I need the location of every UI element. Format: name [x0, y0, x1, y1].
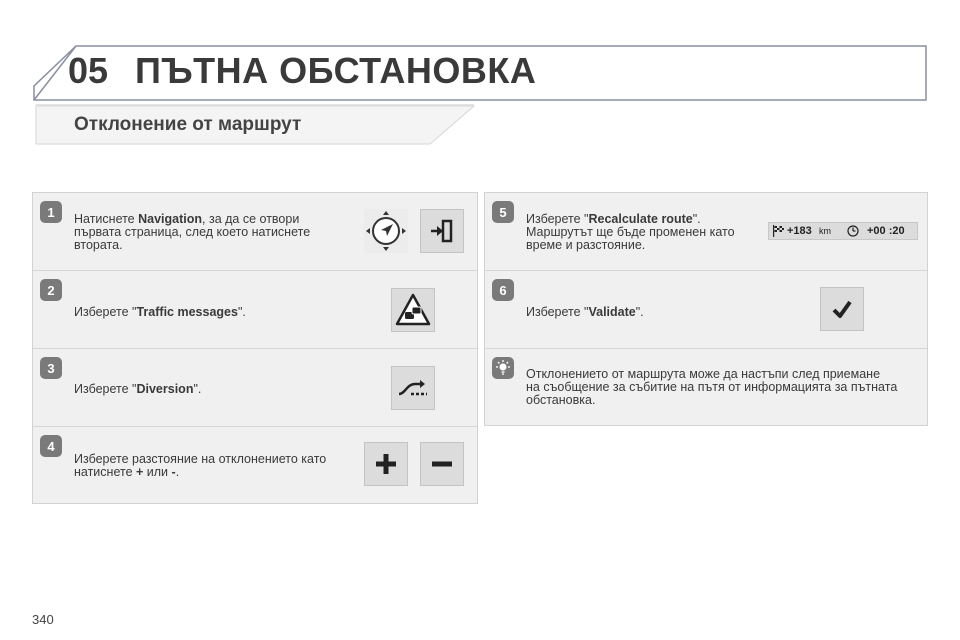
- diversion-route-icon: [395, 370, 431, 406]
- route-distance: +183: [787, 225, 812, 237]
- traffic-messages-button[interactable]: [391, 288, 435, 332]
- route-distance-unit: km: [819, 226, 831, 236]
- tip-row: [485, 348, 927, 427]
- route-time: +00 :20: [867, 225, 905, 237]
- navigation-compass-icon: [364, 209, 408, 253]
- step-2-row: [33, 270, 477, 348]
- step-6-row: [485, 270, 927, 348]
- validate-button[interactable]: [820, 287, 864, 331]
- plus-icon: [373, 451, 399, 477]
- chapter-number: 05: [68, 50, 109, 91]
- navigation-compass-button[interactable]: [364, 209, 408, 253]
- chapter-title: ПЪТНА ОБСТАНОВКА: [135, 50, 537, 91]
- finish-flag-icon: [773, 225, 784, 237]
- step-1-row: [33, 193, 477, 270]
- step-number-badge: 2: [40, 279, 62, 301]
- step-4-text: Изберете разстояние на отклонението като натиснете + или -.: [74, 452, 327, 479]
- lightbulb-tip-icon: [492, 357, 514, 379]
- step-5-text: Изберете "Recalculate route". Маршрутът ще бъде променен като време и разстояние.: [526, 212, 735, 252]
- clock-icon: [847, 225, 859, 237]
- traffic-warning-icon: [395, 292, 431, 328]
- step-6-text: Изберете "Validate".: [526, 305, 644, 319]
- route-info-bar: [768, 222, 918, 240]
- step-number-badge: 3: [40, 357, 62, 379]
- checkmark-icon: [830, 297, 854, 321]
- step-4-row: [33, 426, 477, 505]
- tip-text: Отклонението от маршрута може да настъпи след приемане на съобщение за събитие на пътя от информацията за пътната обстановка.: [526, 367, 898, 407]
- step-number-badge: 1: [40, 201, 62, 223]
- left-steps-panel: [32, 192, 478, 504]
- increase-distance-button[interactable]: [364, 442, 408, 486]
- step-number-badge: 4: [40, 435, 62, 457]
- diversion-button[interactable]: [391, 366, 435, 410]
- step-1-text: Натиснете Navigation, за да се отвори първата страница, след което натиснете втората.: [74, 212, 311, 252]
- route-exit-button[interactable]: [420, 209, 464, 253]
- section-title: Отклонение от маршрут: [74, 114, 302, 135]
- step-3-row: [33, 348, 477, 426]
- step-number-badge: 5: [492, 201, 514, 223]
- step-number-badge: 6: [492, 279, 514, 301]
- step-5-row: [485, 193, 927, 270]
- step-2-text: Изберете "Traffic messages".: [74, 305, 246, 319]
- minus-icon: [429, 451, 455, 477]
- step-3-text: Изберете "Diversion".: [74, 382, 202, 396]
- route-exit-icon: [427, 216, 457, 246]
- decrease-distance-button[interactable]: [420, 442, 464, 486]
- page-number: 340: [32, 612, 54, 627]
- right-steps-panel: [484, 192, 928, 426]
